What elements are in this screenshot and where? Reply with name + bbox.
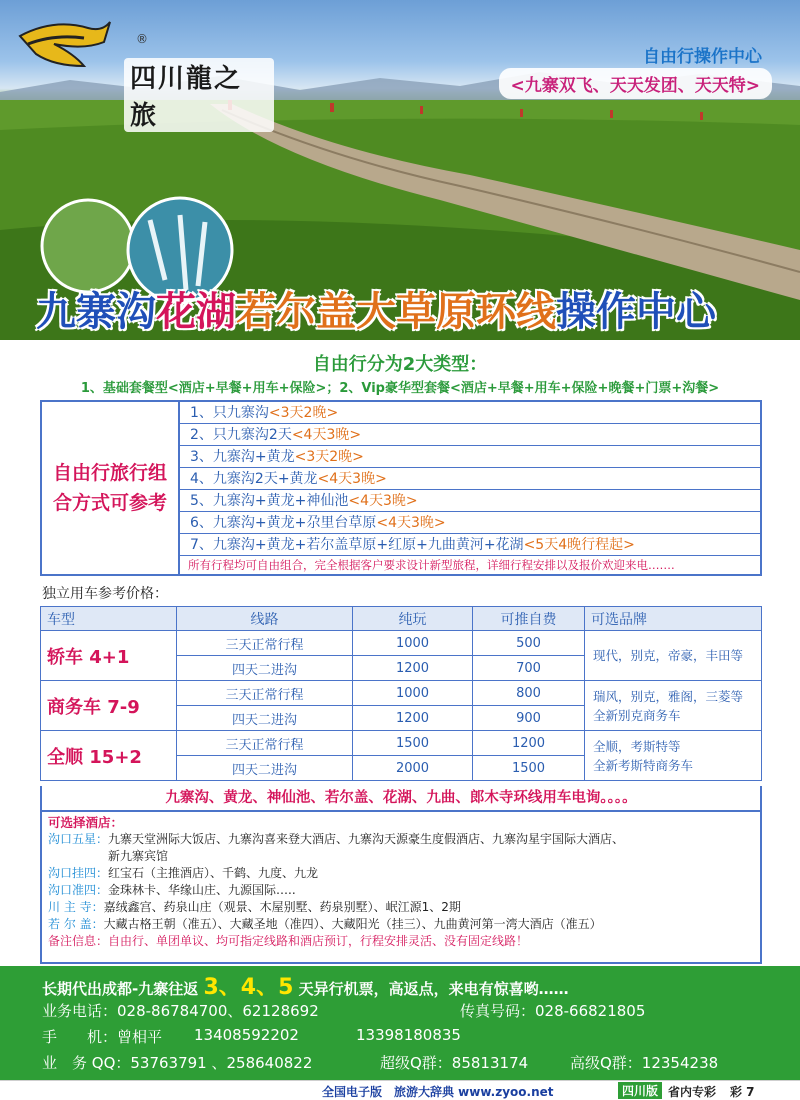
combo-dest: 4、九寨沟2天+黄龙 bbox=[190, 471, 318, 487]
edition-text: 全国电子版 旅游大辞典 www.zyoo.net bbox=[322, 1085, 554, 1099]
combo-item bbox=[180, 512, 760, 534]
hotel-category: 若 尔 盖： bbox=[48, 917, 104, 931]
main-title-part-3: 若尔盖大草原环线 bbox=[236, 289, 556, 335]
hotel-list: 九寨天堂洲际大饭店、九寨沟喜来登大酒店、九寨沟天源豪生度假酒店、九寨沟星宇国际大酒店、 bbox=[108, 832, 625, 846]
main-title-part-1: 九寨沟 bbox=[36, 289, 156, 335]
col-header-pure: 纯玩 bbox=[353, 607, 473, 631]
car-type: 轿车 4+1 bbox=[41, 631, 177, 681]
main-title-part-2: 花湖 bbox=[156, 289, 236, 335]
combo-duration: <4天3晚> bbox=[376, 515, 446, 531]
promo-numbers: 3、4、5 bbox=[203, 975, 294, 1000]
qq-line: 业 务 QQ：53763791 、258640822 bbox=[42, 1054, 313, 1072]
hotel-list: 新九寨宾馆 bbox=[108, 849, 169, 863]
route-cell: 三天正常行程 bbox=[177, 681, 353, 706]
promo-line bbox=[42, 970, 569, 1001]
combo-duration: <3天2晚> bbox=[268, 405, 339, 421]
table-row bbox=[41, 631, 762, 656]
hotel-list: 金珠林卡、华缘山庄、九源国际….. bbox=[108, 883, 296, 897]
route-cell: 四天二进沟 bbox=[177, 706, 353, 731]
combo-dest: 5、九寨沟+黄龙+神仙池 bbox=[190, 493, 349, 509]
page-number: 彩 7 bbox=[730, 1085, 755, 1099]
hotel-list: 红宝石（主推酒店）、千鹤、九度、九龙 bbox=[108, 866, 319, 880]
combo-duration: <4天3晚> bbox=[317, 471, 387, 487]
hotel-row bbox=[48, 916, 754, 933]
extra-price-cell: 1200 bbox=[473, 731, 585, 756]
qq-group-1: 超级Q群：85813174 bbox=[380, 1054, 529, 1072]
promo-prefix: 长期代出成都-九寨往返 bbox=[42, 980, 199, 998]
combo-dest: 6、九寨沟+黄龙+尕里台草原 bbox=[190, 515, 377, 531]
table-row bbox=[41, 731, 762, 756]
col-header-brand: 可选品牌 bbox=[585, 607, 762, 631]
brand-line: 现代，别克，帝豪，丰田等 bbox=[593, 648, 744, 663]
brand-logo bbox=[14, 14, 274, 131]
types-title: 自由行分为2大类型： bbox=[312, 354, 488, 375]
registered-mark: ® bbox=[136, 32, 148, 46]
combo-label-line-2: 合方式可参考 bbox=[52, 492, 167, 514]
bottom-bar bbox=[0, 1080, 800, 1100]
combo-dest: 2、只九寨沟2天 bbox=[190, 427, 292, 443]
route-cell: 四天二进沟 bbox=[177, 656, 353, 681]
col-header-extra: 可推自费 bbox=[473, 607, 585, 631]
combo-dest: 7、九寨沟+黄龙+若尔盖草原+红原+九曲黄河+花湖 bbox=[190, 537, 524, 553]
combo-dest: 1、只九寨沟 bbox=[190, 405, 269, 421]
car-price-table bbox=[40, 606, 762, 781]
brand-line: 全新考斯特商务车 bbox=[593, 757, 694, 773]
pure-price-cell: 1000 bbox=[353, 681, 473, 706]
car-type: 商务车 7-9 bbox=[41, 681, 177, 731]
hotel-category: 川 主 寺： bbox=[48, 900, 104, 914]
logo-text: 四川龍之旅 bbox=[124, 58, 274, 132]
pure-price-cell: 1200 bbox=[353, 656, 473, 681]
hotel-row bbox=[48, 882, 754, 899]
main-title bbox=[36, 280, 716, 337]
combo-table bbox=[40, 400, 762, 576]
promo-suffix: 天异行机票，高返点，来电有惊喜哟…… bbox=[298, 980, 569, 998]
section-label: 省内专彩 bbox=[668, 1085, 717, 1099]
combo-note: 所有行程均可自由组合，完全根据客户要求设计新型旅程，详细行程安排以及报价欢迎来电……. bbox=[188, 558, 675, 572]
col-header-route: 线路 bbox=[177, 607, 353, 631]
extra-price-cell: 700 bbox=[473, 656, 585, 681]
hotel-list: 大藏古格王朝（准五）、大藏圣地（准四）、大藏阳光（挂三）、九曲黄河第一湾大酒店（准五） bbox=[103, 917, 602, 931]
route-cell: 四天二进沟 bbox=[177, 756, 353, 781]
slogan: <九寨双飞、天天发团、天天特> bbox=[499, 68, 773, 99]
fax-line: 传真号码：028-66821805 bbox=[460, 1002, 646, 1020]
combo-duration: <3天2晚> bbox=[294, 449, 364, 465]
pure-price-cell: 2000 bbox=[353, 756, 473, 781]
types-description: 1、基础套餐型<酒店+早餐+用车+保险>；2、Vip豪华型套餐<酒店+早餐+用车+保险+晚餐+门票+沟餐> bbox=[80, 381, 720, 396]
contact-section bbox=[0, 966, 800, 1080]
hotel-row bbox=[48, 899, 754, 916]
hotel-title: 可选择酒店： bbox=[48, 815, 124, 830]
combo-label bbox=[42, 402, 180, 574]
phone-line: 业务电话：028-86784700、62128692 bbox=[42, 1002, 319, 1020]
hotel-category: 沟口准四： bbox=[48, 883, 109, 897]
note-label: 备注信息： bbox=[48, 934, 109, 948]
car-price-title: 独立用车参考价格： bbox=[42, 586, 168, 602]
hotel-category: 沟口五星： bbox=[48, 832, 109, 846]
brand-line: 全新别克商务车 bbox=[593, 707, 681, 723]
col-header-car: 车型 bbox=[41, 607, 177, 631]
car-type: 全顺 15+2 bbox=[41, 731, 177, 781]
combo-item bbox=[180, 402, 760, 424]
table-header-row bbox=[41, 607, 762, 631]
extra-price-cell: 500 bbox=[473, 631, 585, 656]
extra-price-cell: 800 bbox=[473, 681, 585, 706]
hotel-row bbox=[48, 848, 754, 865]
combo-item bbox=[180, 490, 760, 512]
combo-duration: <4天3晚> bbox=[291, 427, 362, 443]
pure-price-cell: 1200 bbox=[353, 706, 473, 731]
note-text: 自由行、单团单议、均可指定线路和酒店预订，行程安排灵活、没有固定线路！ bbox=[108, 934, 529, 948]
route-cell: 三天正常行程 bbox=[177, 631, 353, 656]
dragon-logo-icon bbox=[14, 14, 114, 74]
brand-line: 全顺，考斯特等 bbox=[593, 738, 681, 754]
hotel-section bbox=[40, 812, 762, 964]
combo-dest: 3、九寨沟+黄龙 bbox=[190, 449, 295, 465]
pure-price-cell: 1000 bbox=[353, 631, 473, 656]
qq-group-2: 高级Q群：12354238 bbox=[570, 1054, 719, 1072]
loop-route-note: 九寨沟、黄龙、神仙池、若尔盖、花湖、九曲、郎木寺环线用车电询。。。。 bbox=[40, 786, 762, 812]
combo-item bbox=[180, 424, 760, 446]
combo-item bbox=[180, 534, 760, 556]
hotel-list: 嘉绒鑫宫、药泉山庄（观景、木屋别墅、药泉别墅）、岷江源1、2期 bbox=[103, 900, 461, 914]
combo-list bbox=[180, 402, 760, 574]
hotel-row bbox=[48, 865, 754, 882]
hotel-note-row bbox=[48, 933, 754, 950]
mobile-label: 手 机：曾相平 bbox=[42, 1028, 163, 1046]
main-title-part-4: 操作中心 bbox=[556, 289, 716, 335]
pure-price-cell: 1500 bbox=[353, 731, 473, 756]
combo-item bbox=[180, 468, 760, 490]
mobile-number-2: 13398180835 bbox=[356, 1026, 461, 1044]
combo-label-line-1: 自由行旅行组 bbox=[52, 462, 167, 484]
brand-line: 瑞风，别克，雅阁，三菱等 bbox=[593, 688, 744, 704]
extra-price-cell: 1500 bbox=[473, 756, 585, 781]
edition-badge: 四川版 bbox=[618, 1082, 662, 1099]
combo-duration: <4天3晚> bbox=[348, 493, 418, 509]
hero-banner bbox=[0, 0, 800, 340]
route-cell: 三天正常行程 bbox=[177, 731, 353, 756]
center-title: 自由行操作中心 bbox=[643, 47, 762, 67]
hotel-row bbox=[48, 831, 754, 848]
mobile-number-1: 13408592202 bbox=[194, 1026, 299, 1044]
table-row bbox=[41, 681, 762, 706]
hotel-category: 沟口挂四： bbox=[48, 866, 109, 880]
brand-cell bbox=[585, 731, 762, 781]
extra-price-cell: 900 bbox=[473, 706, 585, 731]
combo-item bbox=[180, 446, 760, 468]
combo-duration: <5天4晚行程起> bbox=[523, 537, 635, 553]
brand-cell bbox=[585, 681, 762, 731]
brand-cell bbox=[585, 631, 762, 681]
